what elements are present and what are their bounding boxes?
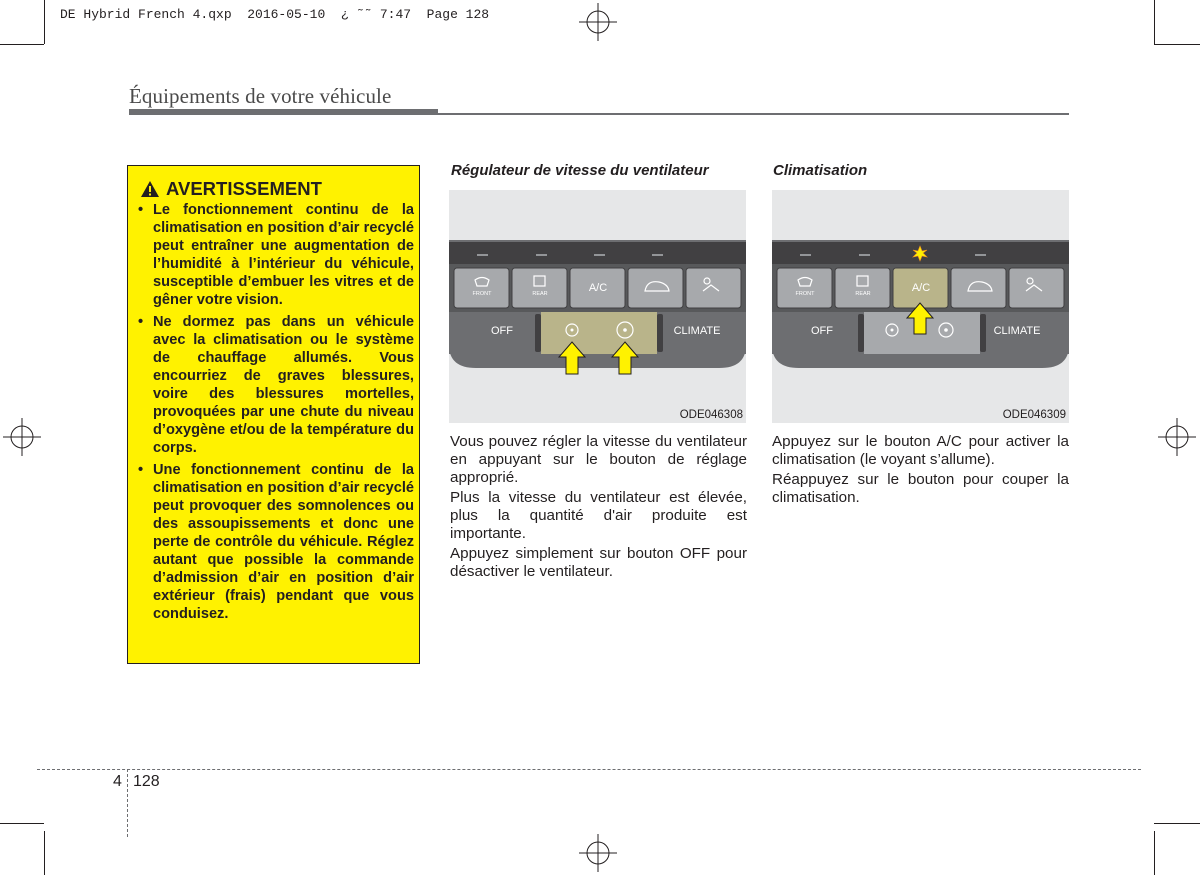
ac-section-heading: Climatisation — [773, 162, 868, 179]
warning-box — [127, 165, 420, 664]
chapter-number: 4 — [113, 773, 122, 790]
climate-panel-illustration — [772, 190, 1069, 423]
crop-mark — [0, 823, 44, 824]
rear-label: REAR — [532, 291, 548, 297]
off-label: OFF — [491, 325, 513, 337]
crop-mark — [1154, 44, 1200, 45]
warning-triangle-icon — [140, 180, 160, 198]
figure-code: ODE046308 — [679, 409, 743, 421]
warning-item: • Le fonctionnement continu de la climatisation en position d’air recyclé peut entraîner une augmentation de l’humidité à l’intérieur du véhicule, susceptible d’embuer les vitres et de gêner votre vision. — [138, 202, 414, 308]
paragraph: Vous pouvez régler la vitesse du ventilateur en appuyant sur le bouton de réglage approprié. — [450, 433, 747, 486]
crop-mark — [44, 831, 45, 875]
registration-mark-icon — [579, 834, 617, 872]
warning-item: • Ne dormez pas dans un véhicule avec la climatisation ou le système de chauffage allumés. Vous encourriez de graves blessures, voire des blessures mortelles, provoquées par une chute du niveau d’oxygène et/ou de la température du corps. — [138, 314, 414, 456]
registration-mark-icon — [3, 418, 41, 456]
climate-panel-illustration — [449, 190, 746, 423]
paragraph: Réappuyez sur le bouton pour couper la climatisation. — [772, 471, 1069, 506]
front-label: FRONT — [795, 291, 815, 297]
printer-slug: DE Hybrid French 4.qxp 2016-05-10 ¿ ˜˜ 7:47 Page 128 — [60, 7, 490, 22]
header-rule-accent — [129, 109, 438, 115]
crop-mark — [1154, 0, 1155, 44]
footer-rule — [37, 769, 1141, 770]
warning-title: AVERTISSEMENT — [166, 178, 322, 199]
climate-label: CLIMATE — [993, 325, 1041, 337]
ac-label: A/C — [911, 282, 931, 294]
registration-mark-icon — [579, 3, 617, 41]
crop-mark — [44, 0, 45, 44]
front-label: FRONT — [472, 291, 492, 297]
warning-header — [140, 178, 322, 200]
ac-figure — [772, 190, 1069, 423]
registration-mark-icon — [1158, 418, 1196, 456]
rear-label: REAR — [855, 291, 871, 297]
crop-mark — [0, 44, 44, 45]
page-title: Équipements de votre véhicule — [129, 84, 392, 108]
fan-section-body — [450, 433, 747, 583]
crop-mark — [1154, 823, 1200, 824]
ac-section-body — [772, 433, 1069, 509]
fan-section-heading: Régulateur de vitesse du ventilateur — [451, 162, 709, 179]
page-number: 128 — [133, 773, 160, 790]
climate-label: CLIMATE — [673, 325, 721, 337]
figure-code: ODE046309 — [1002, 409, 1066, 421]
ac-label: A/C — [588, 282, 608, 294]
warning-item: • Une fonctionnement continu de la climatisation en position d’air recyclé peut provoquer des somnolences ou des assoupissements et donc une perte de contrôle du véhicule. Réglez autant que possible la commande d’admission d’air en position d’air extérieur (frais) pendant que vous conduisez. — [138, 462, 414, 622]
paragraph: Appuyez sur le bouton A/C pour activer la climatisation (le voyant s’allume). — [772, 433, 1069, 468]
warning-list — [137, 201, 414, 627]
paragraph: Appuyez simplement sur bouton OFF pour désactiver le ventilateur. — [450, 545, 747, 580]
footer-divider — [127, 769, 128, 837]
paragraph: Plus la vitesse du ventilateur est élevée, plus la quantité d'air produite est importante. — [450, 489, 747, 542]
fan-figure — [449, 190, 746, 423]
crop-mark — [1154, 831, 1155, 875]
off-label: OFF — [811, 325, 833, 337]
